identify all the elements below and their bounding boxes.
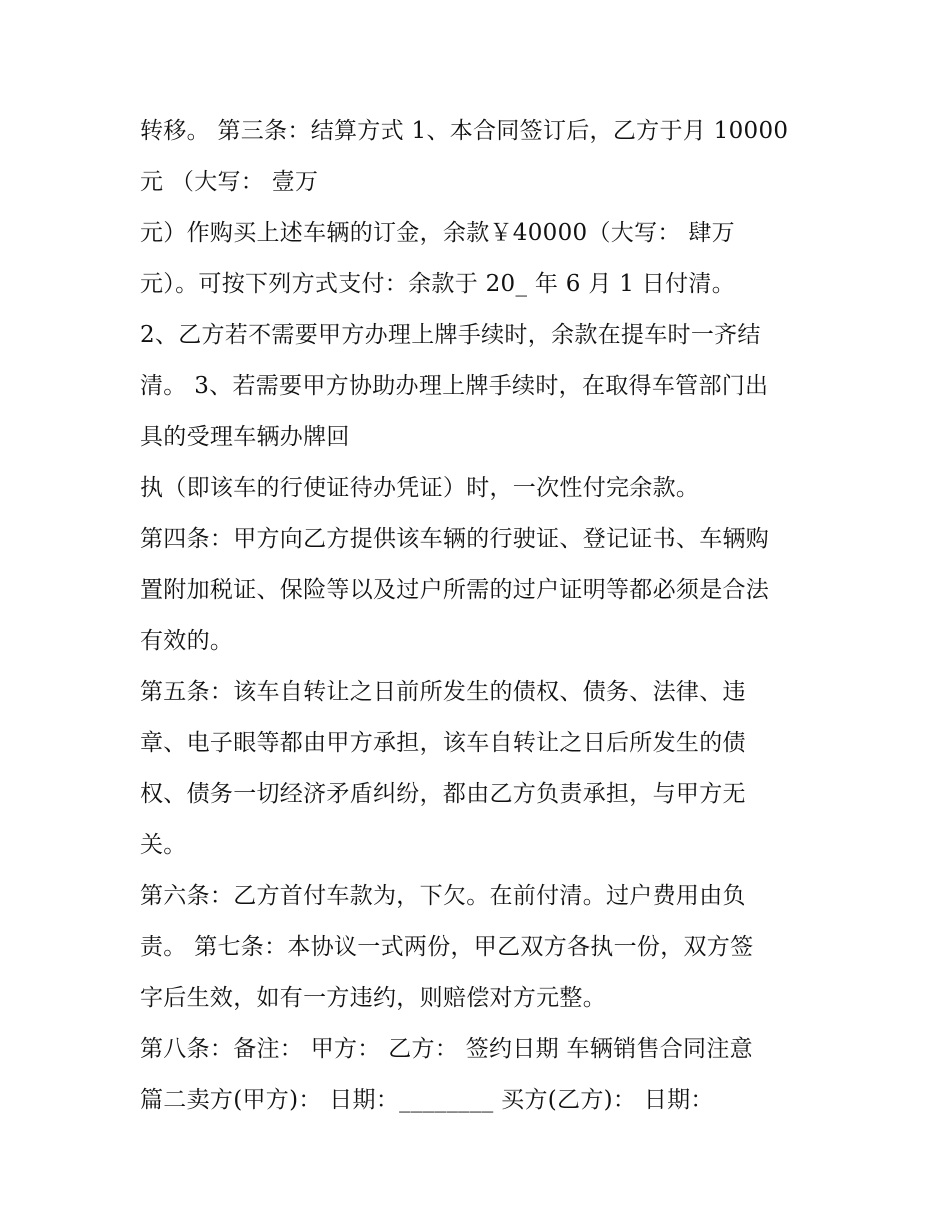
text-line: 篇二卖方(甲方)： 日期：________ 买方(乙方)： 日期： [140,1087,714,1113]
text-line: 第四条：甲方向乙方提供该车辆的行驶证、登记证书、车辆购 [140,526,770,552]
text-line: 第八条：备注： 甲方： 乙方： 签约日期 车辆销售合同注意 [140,1036,753,1062]
text-line: 字后生效，如有一方违约，则赔偿对方元整。 [140,985,606,1011]
text-line: 元）。可按下列方式支付：余款于 20_ 年 6 月 1 日付清。 [140,271,735,297]
text-line: 关。 [140,832,187,858]
text-line: 执（即该车的行使证待办凭证）时，一次性付完余款。 [140,475,700,501]
text-line: 置附加税证、保险等以及过户所需的过户证明等都必须是合法 [140,577,770,603]
text-line: 有效的。 [140,628,234,654]
text-line: 责。 第七条：本协议一式两份，甲乙双方各执一份，双方签 [140,934,754,960]
text-line: 具的受理车辆办牌回 [140,424,350,450]
text-line: 转移。 第三条：结算方式 1、本合同签订后，乙方于月 10000 [140,118,789,144]
text-line: 清。 3、若需要甲方协助办理上牌手续时，在取得车管部门出 [140,373,769,399]
text-line: 元 （大写： 壹万 [140,169,319,195]
text-line: 元）作购买上述车辆的订金，余款￥40000（大写： 肆万 [140,220,735,246]
document-body [140,106,830,1126]
text-line: 权、债务一切经济矛盾纠纷，都由乙方负责承担，与甲方无 [140,781,746,807]
text-line: 2、乙方若不需要甲方办理上牌手续时，余款在提车时一齐结 [140,322,761,348]
text-line: 章、电子眼等都由甲方承担，该车自转让之日后所发生的债 [140,730,746,756]
text-line: 第五条：该车自转让之日前所发生的债权、债务、法律、违 [140,679,746,705]
text-line: 第六条：乙方首付车款为，下欠。在前付清。过户费用由负 [140,883,746,909]
